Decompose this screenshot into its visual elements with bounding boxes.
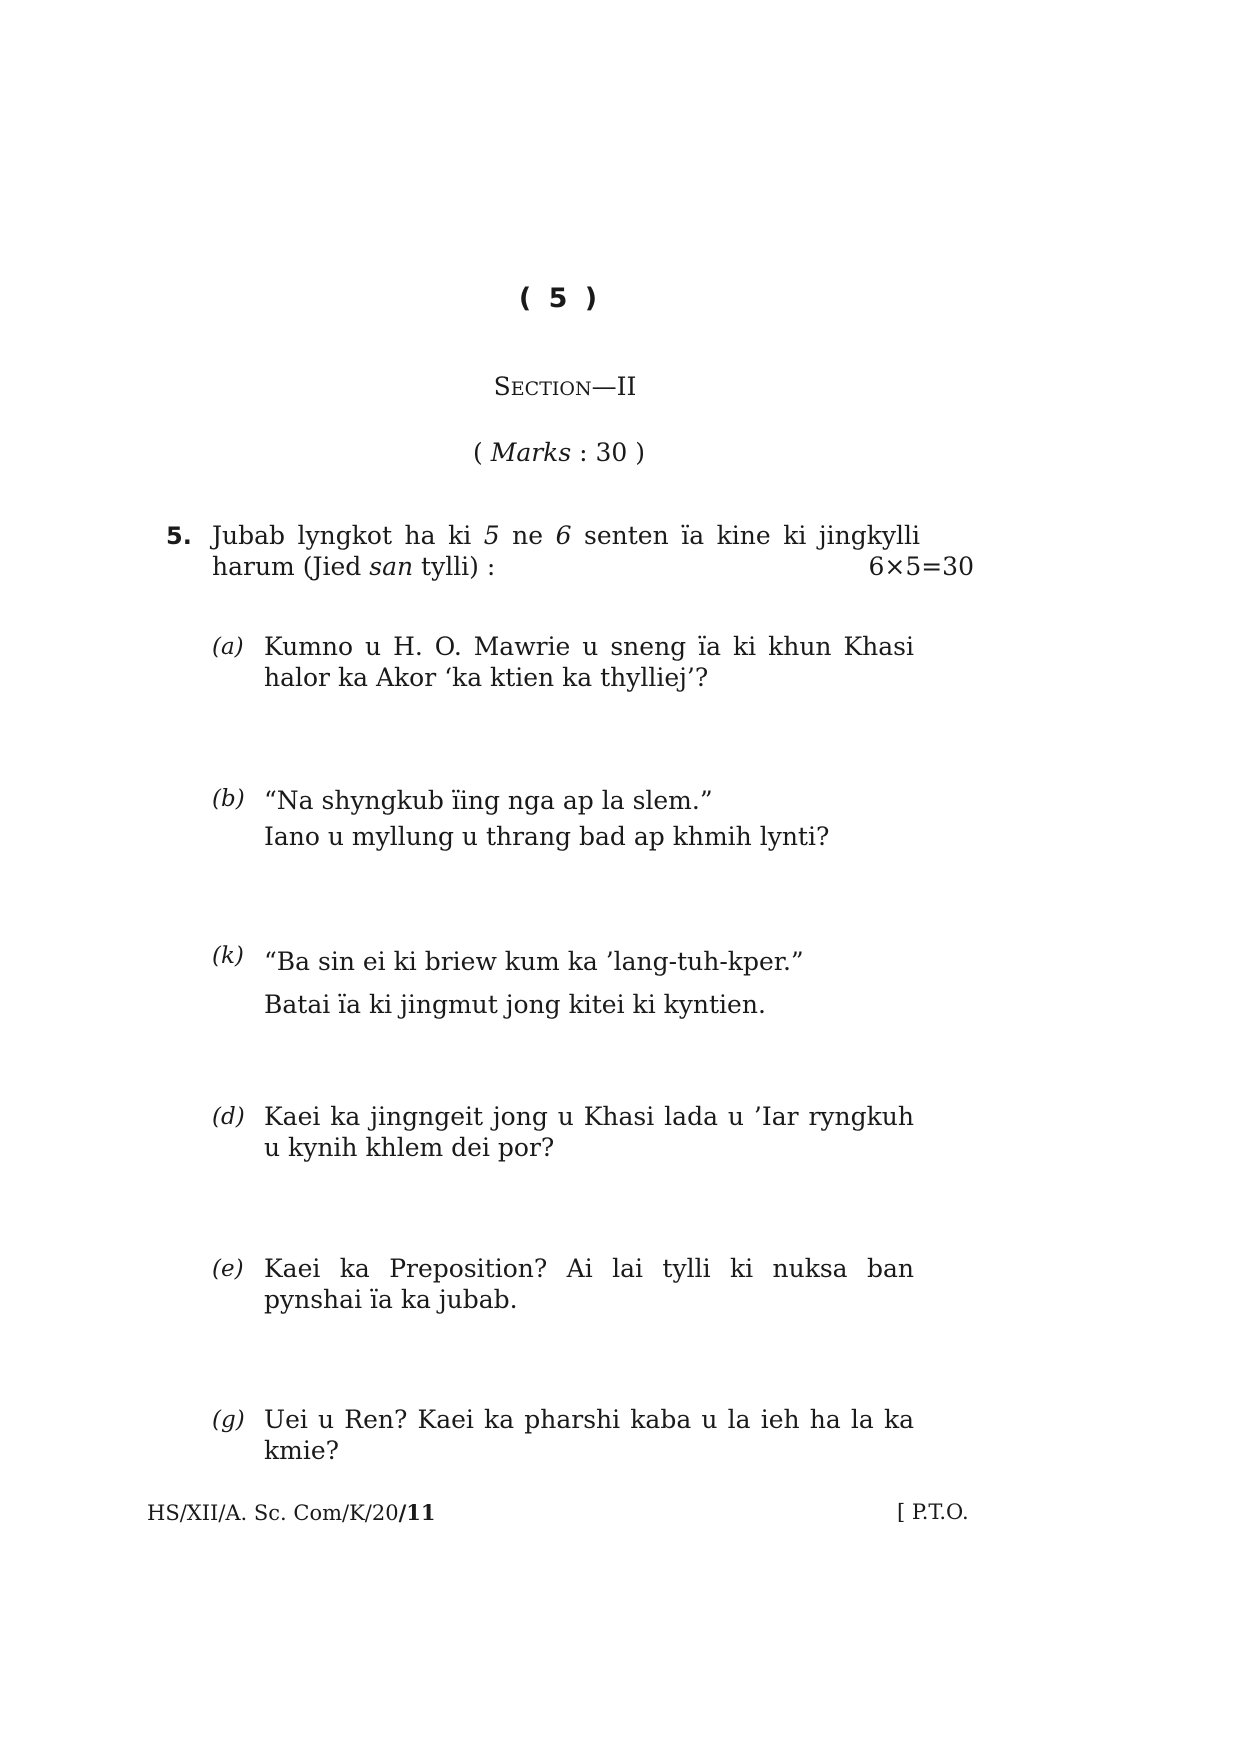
item-b — [264, 783, 914, 855]
question-text: senten ïa kine ki jingkylli — [571, 521, 920, 550]
question-instruction — [212, 520, 974, 582]
question-text: Jubab lyngkot ha ki — [212, 521, 484, 550]
item-g — [264, 1404, 914, 1466]
footer-code-bold: /11 — [398, 1500, 436, 1525]
section-title-rest: ECTION — [510, 378, 592, 400]
question-line-2 — [212, 551, 974, 582]
question-text-italic: san — [369, 552, 414, 581]
section-title-suffix: —II — [591, 372, 637, 401]
item-e-line-1: Kaei ka Preposition? Ai lai tylli ki nuksa ban — [264, 1254, 914, 1283]
item-e — [264, 1253, 914, 1315]
item-a — [264, 631, 914, 693]
section-marks — [0, 438, 1118, 467]
item-e-line-2: pynshai ïa ka jubab. — [264, 1285, 518, 1314]
question-line-2-text — [212, 551, 495, 582]
question-number-five: 5 — [483, 521, 500, 550]
marks-label: Marks — [490, 438, 572, 467]
item-k — [264, 940, 914, 1026]
item-d — [264, 1101, 914, 1163]
page-number: ( 5 ) — [518, 283, 602, 314]
item-label-e: (e) — [212, 1256, 244, 1282]
item-a-line-2: halor ka Akor ‘ka ktien ka thylliej’? — [264, 663, 709, 692]
item-label-g: (g) — [212, 1407, 245, 1433]
item-k-line-1: “Ba sin ei ki briew kum ka ’lang-tuh-kper.” — [264, 947, 804, 976]
question-text: ne — [499, 521, 556, 550]
item-d-line-1: Kaei ka jingngeit jong u Khasi lada u ’Iar ryngkuh — [264, 1102, 914, 1131]
item-k-line-2: Batai ïa ki jingmut jong kitei ki kyntien. — [264, 990, 766, 1019]
item-g-line-2: kmie? — [264, 1436, 340, 1465]
footer-pto: [ P.T.O. — [897, 1500, 969, 1524]
item-label-a: (a) — [212, 634, 244, 660]
footer-paper-code — [147, 1500, 436, 1525]
question-text: harum (Jied — [212, 552, 370, 581]
marks-value: : 30 ) — [571, 438, 645, 467]
item-a-line-1: Kumno u H. O. Mawrie u sneng ïa ki khun Khasi — [264, 632, 914, 661]
item-b-line-2: Iano u myllung u thrang bad ap khmih lynti? — [264, 822, 830, 851]
section-title — [0, 372, 1130, 401]
marks-open: ( — [473, 438, 491, 467]
question-text: tylli) : — [413, 552, 496, 581]
section-title-initial: S — [493, 372, 511, 401]
item-label-k: (k) — [212, 943, 244, 969]
question-number: 5. — [166, 522, 192, 550]
question-line-1 — [212, 520, 920, 551]
item-b-line-1: “Na shyngkub ïing nga ap la slem.” — [264, 786, 713, 815]
item-g-line-1: Uei u Ren? Kaei ka pharshi kaba u la ieh ha la ka — [264, 1405, 914, 1434]
question-marks: 6×5=30 — [868, 552, 974, 581]
item-label-d: (d) — [212, 1104, 245, 1130]
item-label-b: (b) — [212, 786, 245, 812]
question-number-six: 6 — [555, 521, 572, 550]
footer-code-text: HS/XII/A. Sc. Com/K/20 — [147, 1501, 399, 1525]
item-d-line-2: u kynih khlem dei por? — [264, 1133, 555, 1162]
